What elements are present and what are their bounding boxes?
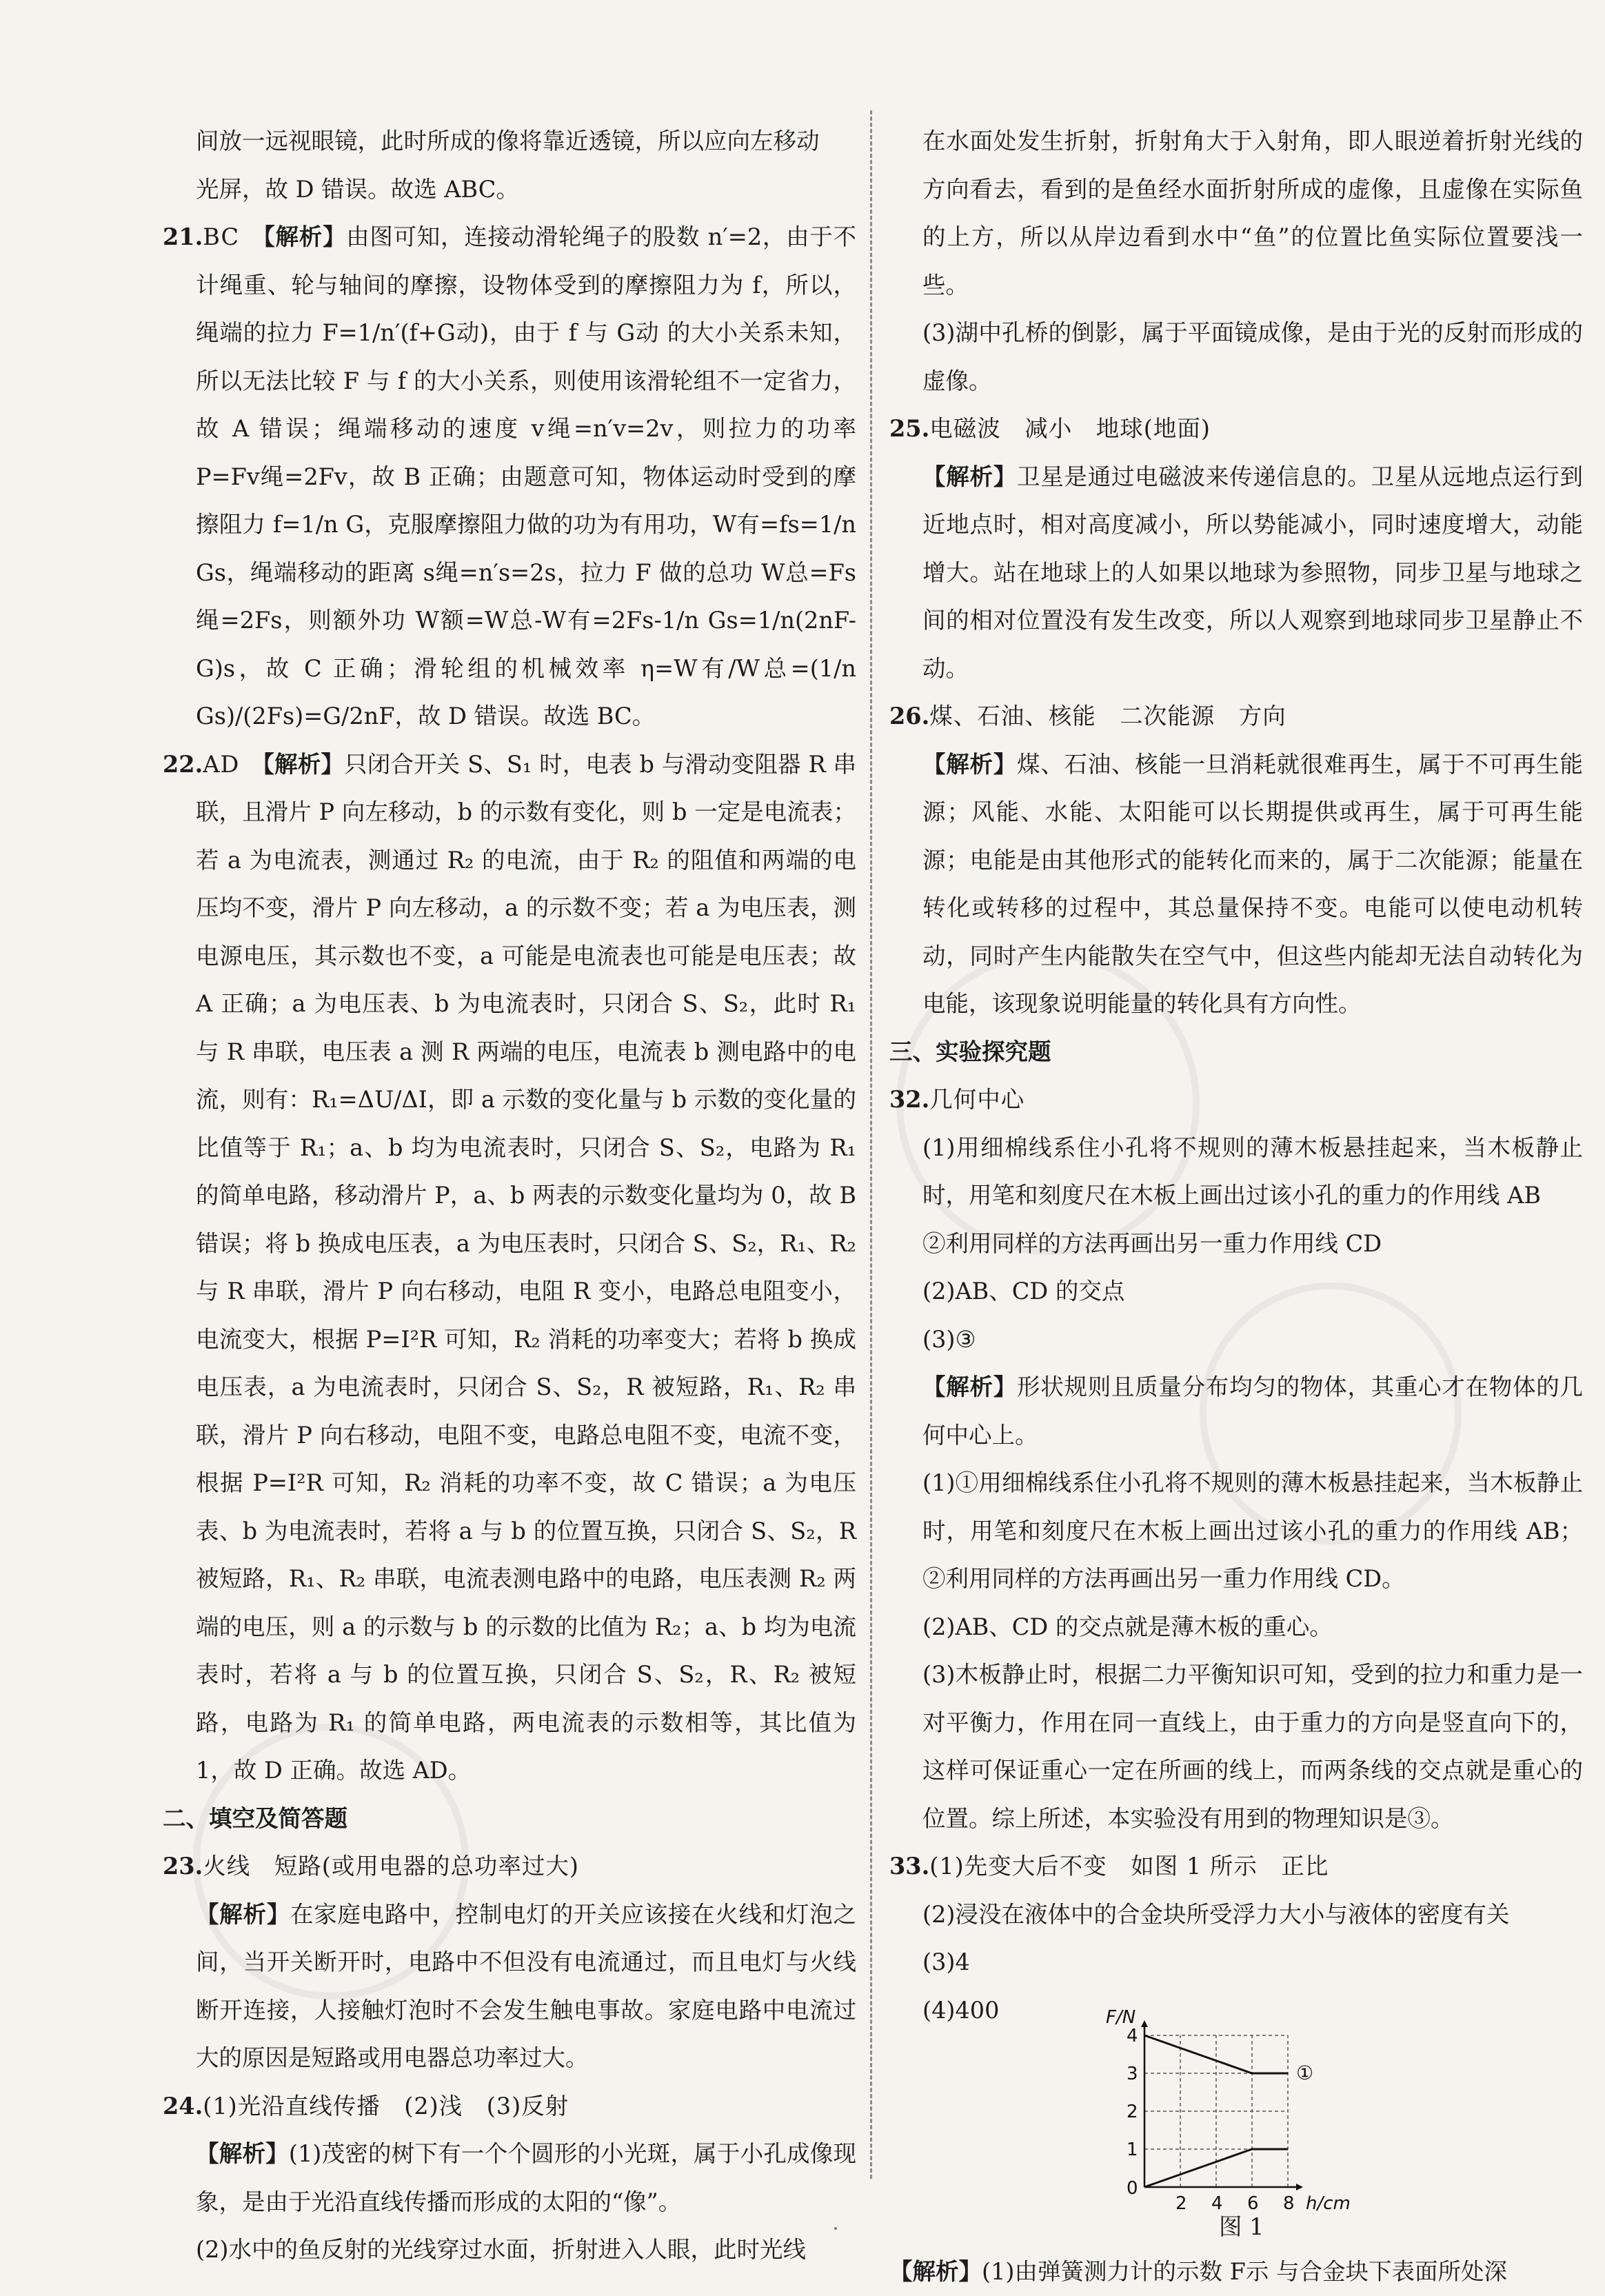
answer: (1)先变大后不变 如图 1 所示 正比 [929,1853,1329,1880]
body-text: 在家庭电路中，控制电灯的开关应该接在火线和灯泡之间，当开关断开时，电路中不但没有电流通过，而且电灯与火线断开连接，人接触灯泡时不会发生触电事故。家庭电路中电流过大的原因是短路或用电器总功率过大。 [196,1900,857,2071]
chart-svg [1096,2007,1386,2214]
figure-caption: 图 1 [1219,2213,1264,2240]
paragraph [889,1603,1583,1651]
question-number: 22. [163,750,203,778]
tail-text: (1)由弹簧测力计的示数 F示 与合金块下表面所处深 [982,2258,1507,2285]
body-text: 煤、石油、核能一旦消耗就很难再生，属于不可再生能源；风能、水能、太阳能可以长期提供或再生，属于可再生能源；电能是由其他形式的能转化而来的，属于二次能源；能量在转化或转移的过程中，其总量保持不变。电能可以使电动机转动，同时产生内能散失在空气中，但这些内能却无法自动转化为电能，该现象说明能量的转化具有方向性。 [922,750,1584,1017]
paragraph [163,2226,856,2274]
question-number: 24. [163,2092,203,2119]
body-text: (1)茂密的树下有一个个圆形的小光斑，属于小孔成像现象，是由于光沿直线传播而形成的太阳的“像”。 [196,2140,857,2215]
analysis-tag: 【解析】 [922,1373,1017,1400]
paragraph [889,453,1583,693]
question-number: 23. [163,1853,203,1880]
analysis-tag: 【解析】 [196,1900,290,1928]
body-text: (3)4 [922,1948,970,1975]
paragraph [889,1651,1583,1842]
body-text: (3)湖中孔桥的倒影，属于平面镜成像，是由于光的反射而形成的虚像。 [922,319,1583,394]
question-number: 33. [889,1853,930,1880]
paragraph [889,1891,1583,1939]
question-item [163,213,856,741]
question-number: 26. [889,703,930,729]
x-tick-label: 2 [1175,2193,1187,2214]
body-text: ②利用同样的方法再画出另一重力作用线 CD [922,1229,1382,1257]
question-number: 32. [889,1086,930,1113]
answer: 电磁波 减小 地球(地面) [929,415,1211,442]
figure-1-chart [1096,2007,1386,2214]
body-text: (2)AB、CD 的交点 [922,1278,1125,1305]
column-divider [870,110,872,2179]
body-text: (2)水中的鱼反射的光线穿过水面，折射进入人眼，此时光线 [196,2236,806,2263]
paragraph [163,2130,856,2226]
analysis-tag: 【解析】 [889,2258,982,2285]
section-heading: 二、填空及简答题 [163,1804,347,1832]
paragraph [163,1891,856,2082]
origin-label: 0 [1127,2178,1138,2199]
paragraph [889,1267,1583,1316]
paragraph [889,1220,1583,1268]
paragraph [889,1363,1583,1459]
x-axis-arrow [1296,2184,1303,2191]
body-text: (3)木板静止时，根据二力平衡知识可知，受到的拉力和重力是一对平衡力，作用在同一直线上，由于重力的方向是竖直向下的，这样可保证重心一定在所画的线上，而两条线的交点就是重心的位置。综上所述，本实验没有用到的物理知识是③。 [922,1661,1583,1832]
question-item [889,405,1583,453]
paragraph [889,1316,1583,1364]
question-number: 25. [889,415,930,442]
body-text: (3)③ [922,1325,976,1353]
x-tick-label: 6 [1247,2193,1259,2214]
answer: 煤、石油、核能 二次能源 方向 [929,703,1286,729]
analysis-tag: 【解析】 [263,750,345,778]
body-text: 在水面处发生折射，折射角大于入射角，即人眼逆着折射光线的方向看去，看到的是鱼经水面折射所成的虚像，且虚像在实际鱼的上方，所以从岸边看到水中“鱼”的位置比鱼实际位置要浅一些。 [922,128,1583,299]
x-tick-label: 4 [1211,2193,1223,2214]
body-text: 只闭合开关 S、S₁ 时，电表 b 与滑动变阻器 R 串联，且滑片 P 向左移动，b 的示数有变化，则 b 一定是电流表；若 a 为电流表，测通过 R₂ 的电流，由于 R₂ 的阻值和两端的电压均不变，滑片 P 向左移动，a 的示数不变；若 a 为电压表，测电源电压，其示数也不变，a 可能是电流表也可能是电压表；故 A 正确；a 为电压表、b 为电流表时，只闭合 S、S₂，此时 R₁ 与 R 串联，电压表 a 测 R 两端的电压，电流表 b 测电路中的电流，则有：R₁=ΔU/ΔI，即 a 示数的变化量与 b 示数的变化量的比值等于 R₁；a、b 均为电流表时，只闭合 S、S₂，电路为 R₁ 的简单电路，移动滑片 P，a、b 两表的示数变化量均为 0，故 B 错误；将 b 换成电压表，a 为电压表时，只闭合 S、S₂，R₁、R₂ 与 R 串联，滑片 P 向右移动，电阻 R 变小，电路总电阻变小，电流变大，根据 P=I²R 可知，R₂ 消耗的功率变大；若将 b 换成电压表，a 为电流表时，只闭合 S、S₂，R 被短路，R₁、R₂ 串联，滑片 P 向右移动，电阻不变，电路总电阻不变，电流不变，根据 P=I²R 可知，R₂ 消耗的功率不变，故 C 错误；a 为电压表、b 为电流表时，若将 a 与 b 的位置互换，只闭合 S、S₂，R 被短路，R₁、R₂ 串联，电流表测电路中的电路，电压表测 R₂ 两端的电压，则 a 的示数与 b 的示数的比值为 R₂；a、b 均为电流表时，若将 a 与 b 的位置互换，只闭合 S、S₂，R、R₂ 被短路，电路为 R₁ 的简单电路，两电流表的示数相等，其比值为 1，故 D 正确。故选 AD。 [196,750,857,1784]
body-text: (2)AB、CD 的交点就是薄木板的重心。 [922,1613,1333,1640]
answer: 火线 短路(或用电器的总功率过大) [203,1853,579,1880]
analysis-tag: 【解析】 [922,463,1017,490]
paragraph [889,309,1583,405]
question-item [889,1076,1583,1124]
answer: BC [203,223,240,250]
body-text: 由图可知，连接动滑轮绳子的股数 n′=2，由于不计绳重、轮与轴间的摩擦，设物体受到的摩擦阻力为 f，所以，绳端的拉力 F=1/n′(f+G动)，由于 f 与 G动 的大小关系未知，所以无法比较 F 与 f 的大小关系，则使用该滑轮组不一定省力，故 A 错误；绳端移动的速度 v绳=n′v=2v，则拉力的功率 P=Fv绳=2Fv，故 B 正确；由题意可知，物体运动时受到的摩擦阻力 f=1/n G，克服摩擦阻力做的功为有用功，W有=fs=1/n Gs，绳端移动的距离 s绳=n′s=2s，拉力 F 做的总功 W总=Fs绳=2Fs，则额外功 W额=W总-W有=2Fs-1/n Gs=1/n(2nF-G)s，故 C 正确；滑轮组的机械效率 η=W有/W总=(1/n Gs)/(2Fs)=G/2nF，故 D 错误。故选 BC。 [196,223,857,729]
body-text: (2)浸没在液体中的合金块所受浮力大小与液体的密度有关 [922,1900,1510,1928]
y-tick-label: 3 [1127,2064,1138,2084]
body-text: (1)用细棉线系住小孔将不规则的薄木板悬挂起来，当木板静止时，用笔和刻度尺在木板上画出过该小孔的重力的作用线 AB [922,1134,1583,1209]
body-text: 间放一远视眼镜，此时所成的像将靠近透镜，所以应向左移动 [196,128,820,154]
question-item [889,692,1583,741]
answer: 几何中心 [929,1086,1025,1113]
paragraph [889,1124,1583,1220]
x-axis-label: h/cm [1306,2193,1351,2214]
body-text: (1)①用细棉线系住小孔将不规则的薄木板悬挂起来，当木板静止时，用笔和刻度尺在木板上画出过该小孔的重力的作用线 AB；②利用同样的方法再画出另一重力作用线 CD。 [922,1469,1583,1592]
right-column-body [889,117,1583,2034]
left-column [163,117,856,2274]
question-number: 21. [163,223,203,250]
tail-paragraph [889,2248,1583,2296]
analysis-tag: 【解析】 [196,2140,289,2167]
question-item [163,2082,856,2131]
paragraph [889,117,1583,309]
question-item [163,741,856,1795]
right-column [889,117,1583,2296]
y-axis-label: F/N [1106,2007,1136,2028]
answer: (1)光沿直线传播 (2)浅 (3)反射 [203,2092,569,2119]
y-tick-label: 4 [1127,2026,1138,2046]
paragraph [889,1986,1583,2035]
question-item [163,1842,856,1891]
body-text: 卫星是通过电磁波来传递信息的。卫星从远地点运行到近地点时，相对高度减小，所以势能减小，同时速度增大，动能增大。站在地球上的人如果以地球为参照物，同步卫星与地球之间的相对位置没有发生改变，所以人观察到地球同步卫星静止不动。 [922,463,1584,682]
x-tick-label: 8 [1283,2193,1295,2214]
series-label: ① [1296,2062,1314,2084]
decorative-dot [834,2227,837,2230]
paragraph [889,1459,1583,1603]
section-heading: 三、实验探究题 [889,1038,1051,1065]
paragraph [163,117,856,165]
analysis-tag: 【解析】 [263,223,347,250]
paragraph [163,165,856,214]
body-text: (4)400 [922,1996,1000,2024]
y-tick-label: 1 [1127,2139,1138,2160]
question-item [889,1842,1583,1891]
analysis-tag: 【解析】 [922,750,1017,778]
paragraph [889,741,1583,1028]
body-text: 光屏，故 D 错误。故选 ABC。 [196,175,519,203]
y-tick-label: 2 [1127,2102,1138,2122]
paragraph [889,1938,1583,1986]
answer: AD [203,750,240,778]
body-text: 形状规则且质量分布均匀的物体，其重心才在物体的几何中心上。 [922,1373,1584,1449]
